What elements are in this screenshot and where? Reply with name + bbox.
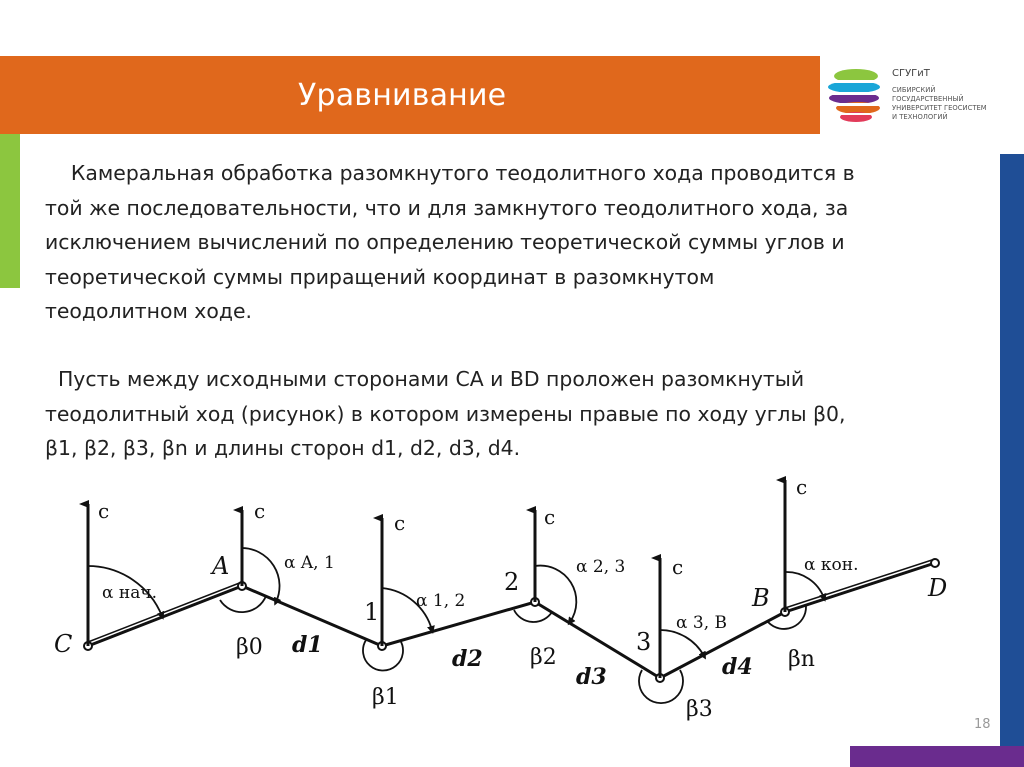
alpha-label: α 2, 3	[576, 557, 626, 577]
slide-title: Уравнивание	[298, 78, 507, 113]
beta-arc	[220, 596, 266, 612]
slide-number: 18	[974, 717, 991, 732]
paragraph-line: теоретической суммы приращений координат в разомкнутом	[45, 264, 715, 289]
logo-subtitle	[892, 86, 1002, 122]
beta-label: β1	[372, 685, 399, 710]
alpha-label: α нач.	[102, 583, 157, 603]
paragraph-2	[45, 362, 985, 466]
alpha-arc	[660, 630, 704, 656]
north-label: c	[796, 475, 808, 499]
beta-label: βn	[788, 647, 815, 672]
point-label: A	[212, 552, 230, 580]
side-label: d3	[576, 664, 607, 690]
logo-name: СГУГиТ	[892, 68, 930, 79]
point-label: 1	[364, 598, 380, 626]
side-label: d4	[722, 654, 753, 680]
point-label: D	[928, 574, 948, 602]
north-label: c	[254, 499, 266, 523]
paragraph-line: теодолитный ход (рисунок) в котором измерены правые по ходу углы β0,	[45, 401, 846, 426]
side-label: d2	[452, 646, 483, 672]
point-label: C	[54, 630, 73, 658]
paragraph-line: β1, β2, β3, βn и длины сторон d1, d2, d3, d4.	[45, 436, 521, 460]
paragraph-1	[45, 156, 985, 329]
point-label: 3	[636, 628, 652, 656]
beta-label: β0	[236, 635, 263, 660]
logo-subtitle-line: СИБИРСКИЙ ГОСУДАРСТВЕННЫЙ	[892, 86, 964, 103]
logo-subtitle-line: И ТЕХНОЛОГИЙ	[892, 113, 948, 121]
north-label: c	[672, 555, 684, 579]
alpha-label: α A, 1	[284, 553, 335, 573]
point-label: 2	[504, 568, 520, 596]
logo-subtitle-line: УНИВЕРСИТЕТ ГЕОСИСТЕМ	[892, 104, 987, 112]
beta-label: β2	[530, 645, 557, 670]
beta-arc	[514, 610, 552, 622]
point-d	[931, 559, 939, 567]
north-label: c	[394, 511, 406, 535]
paragraph-line: Камеральная обработка разомкнутого теодолитного хода проводится в	[45, 161, 855, 185]
point-label: B	[752, 584, 770, 612]
purple-accent-bar	[850, 746, 1024, 767]
blue-accent-bar	[1000, 154, 1024, 767]
paragraph-line: исключением вычислений по определению теоретической суммы углов и	[45, 230, 845, 254]
north-label: c	[544, 505, 556, 529]
paragraph-line: теодолитном ходе.	[45, 299, 252, 323]
paragraph-line: той же последовательности, что и для замкнутого теодолитного хода, за	[45, 195, 849, 220]
side-label: d1	[292, 632, 323, 658]
alpha-label: α кон.	[804, 555, 859, 575]
alpha-arc	[785, 572, 824, 598]
beta-label: β3	[686, 697, 713, 722]
traverse-diagram	[40, 470, 1000, 740]
north-label: c	[98, 499, 110, 523]
alpha-label: α 3, B	[676, 613, 727, 633]
alpha-label: α 1, 2	[416, 591, 466, 611]
paragraph-line: Пусть между исходными сторонами СА и ВD проложен разомкнутый	[45, 367, 805, 391]
green-accent-bar	[0, 134, 20, 288]
